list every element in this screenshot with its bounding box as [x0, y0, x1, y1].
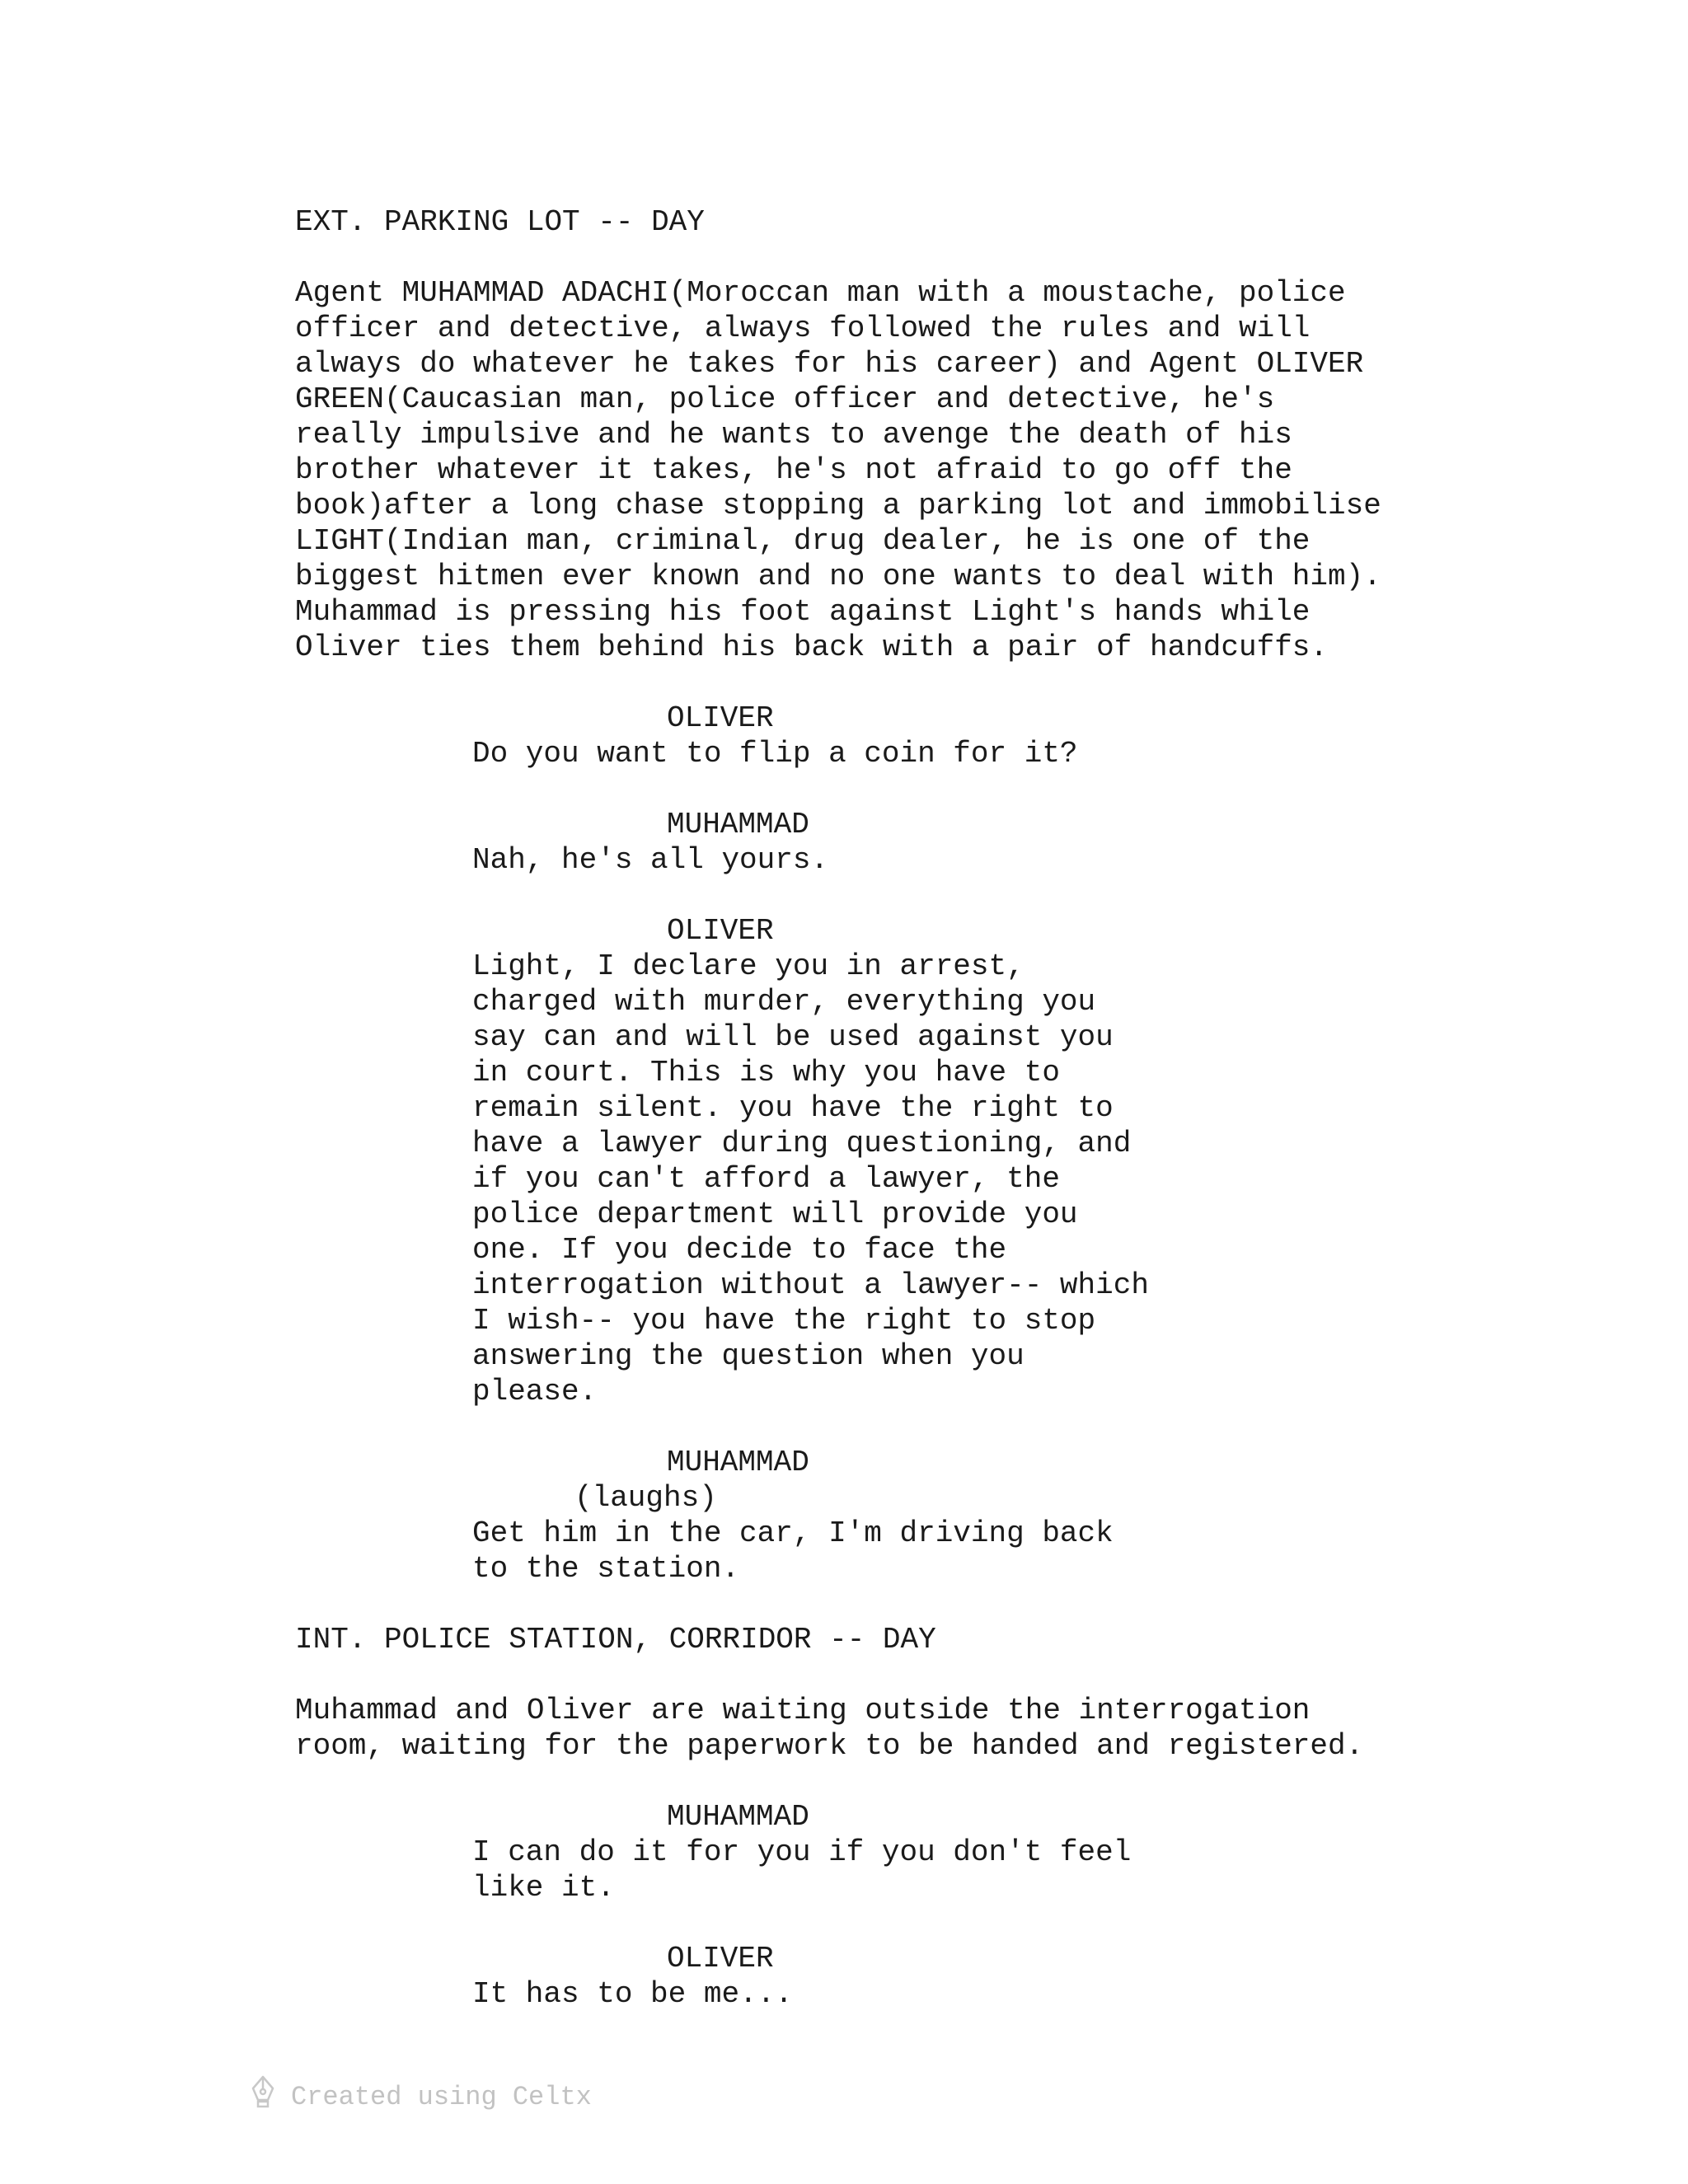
dialogue-line: I wish-- you have the right to stop	[472, 1304, 1096, 1338]
action-line: brother whatever it takes, he's not afraid to go off the	[295, 453, 1292, 487]
dialogue-line: It has to be me...	[472, 1977, 793, 2011]
character-name: MUHAMMAD	[667, 1800, 809, 1834]
footer-text: Created using Celtx	[291, 2081, 592, 2112]
dialogue-line: say can and will be used against you	[472, 1020, 1114, 1054]
scene-heading: INT. POLICE STATION, CORRIDOR -- DAY	[295, 1623, 936, 1657]
dialogue-line: answering the question when you	[472, 1339, 1025, 1373]
dialogue-line: Get him in the car, I'm driving back	[472, 1516, 1114, 1550]
character-name: MUHAMMAD	[667, 808, 809, 841]
character-name: OLIVER	[667, 1942, 774, 1975]
action-line: always do whatever he takes for his career) and Agent OLIVER	[295, 347, 1364, 381]
action-line: GREEN(Caucasian man, police officer and detective, he's	[295, 382, 1275, 416]
dialogue-line: remain silent. you have the right to	[472, 1091, 1114, 1125]
dialogue-line: Light, I declare you in arrest,	[472, 949, 1025, 983]
dialogue-line: have a lawyer during questioning, and	[472, 1127, 1132, 1160]
parenthetical: (laughs)	[574, 1481, 717, 1515]
dialogue-line: to the station.	[472, 1552, 740, 1586]
action-line: book)after a long chase stopping a parking lot and immobilise	[295, 489, 1381, 523]
dialogue-line: Nah, he's all yours.	[472, 843, 829, 877]
dialogue-line: like it.	[472, 1871, 615, 1905]
dialogue-line: interrogation without a lawyer-- which	[472, 1268, 1149, 1302]
celtx-footer	[251, 2079, 592, 2115]
action-line: biggest hitmen ever known and no one wants to deal with him).	[295, 560, 1381, 593]
dialogue-line: please.	[472, 1375, 598, 1408]
dialogue-line: if you can't afford a lawyer, the	[472, 1162, 1060, 1196]
action-line: officer and detective, always followed the rules and will	[295, 312, 1311, 345]
action-line: room, waiting for the paperwork to be handed and registered.	[295, 1729, 1364, 1763]
character-name: OLIVER	[667, 914, 774, 948]
dialogue-line: Do you want to flip a coin for it?	[472, 737, 1078, 771]
action-line: Oliver ties them behind his back with a pair of handcuffs.	[295, 630, 1329, 664]
action-line: Muhammad and Oliver are waiting outside the interrogation	[295, 1694, 1311, 1727]
dialogue-line: I can do it for you if you don't feel	[472, 1835, 1132, 1869]
action-line: Muhammad is pressing his foot against Light's hands while	[295, 595, 1311, 629]
dialogue-line: police department will provide you	[472, 1197, 1078, 1231]
scene-heading: EXT. PARKING LOT -- DAY	[295, 205, 705, 239]
action-line: LIGHT(Indian man, criminal, drug dealer, he is one of the	[295, 524, 1311, 558]
action-line: really impulsive and he wants to avenge the death of his	[295, 418, 1292, 452]
character-name: OLIVER	[667, 701, 774, 735]
action-line: Agent MUHAMMAD ADACHI(Moroccan man with a moustache, police	[295, 276, 1346, 310]
dialogue-line: in court. This is why you have to	[472, 1056, 1060, 1090]
character-name: MUHAMMAD	[667, 1446, 809, 1479]
dialogue-line: charged with murder, everything you	[472, 985, 1096, 1019]
dialogue-line: one. If you decide to face the	[472, 1233, 1007, 1267]
pen-nib-icon	[251, 2075, 291, 2119]
